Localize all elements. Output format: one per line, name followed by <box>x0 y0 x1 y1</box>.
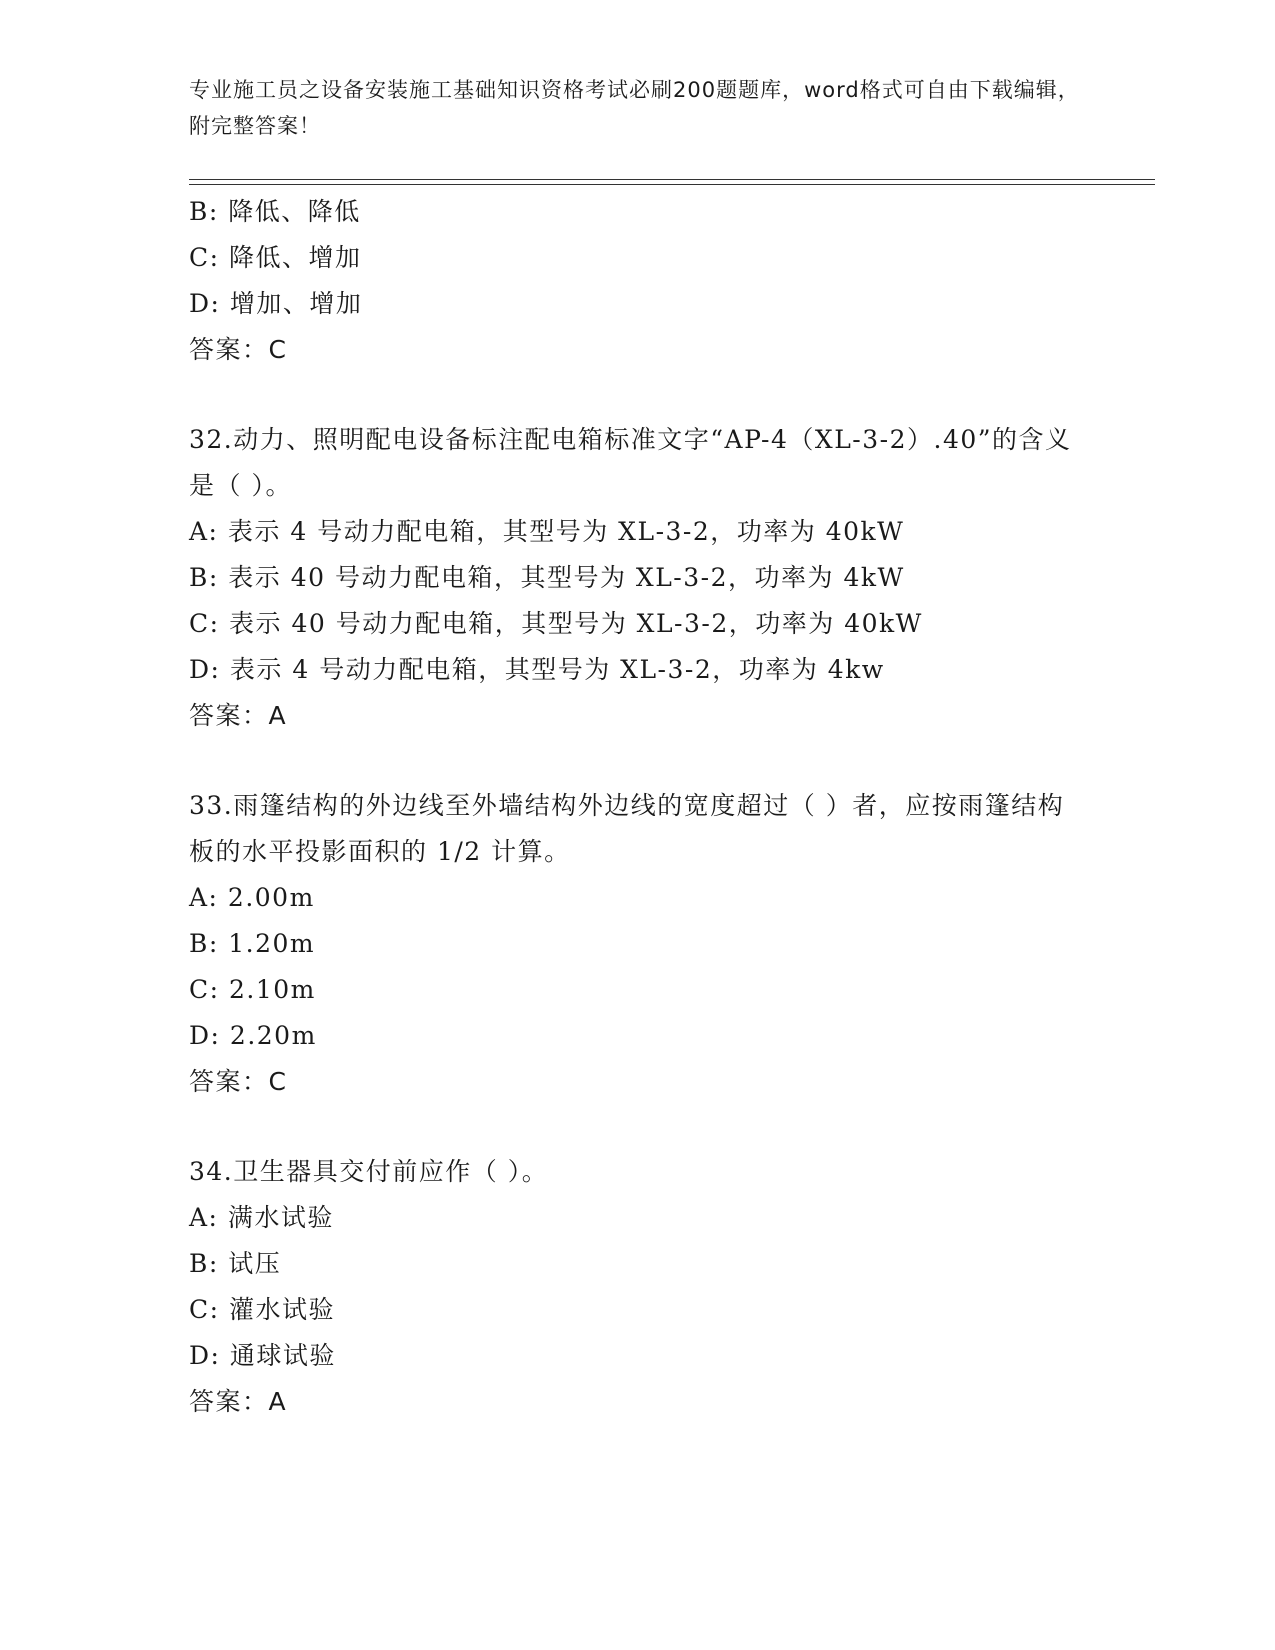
option-b: B: 表示 40 号动力配电箱，其型号为 XL-3-2，功率为 4kW <box>189 563 905 592</box>
option-b: B: 降低、降低 <box>189 197 361 226</box>
document-header: 专业施工员之设备安装施工基础知识资格考试必刷200题题库，word格式可自由下载编辑，附完整答案！ <box>189 78 1080 138</box>
question-stem: 32.动力、照明配电设备标注配电箱标准文字“AP-4（XL-3-2）.40”的含义是（ ）。 <box>189 425 1072 500</box>
option-c: C: 降低、增加 <box>189 243 362 272</box>
header-rule-top <box>189 179 1155 180</box>
question-list <box>189 189 1089 1425</box>
option-d: D: 表示 4 号动力配电箱，其型号为 XL-3-2，功率为 4kw <box>189 655 885 684</box>
answer: 答案：C <box>189 1067 288 1096</box>
option-d: D: 通球试验 <box>189 1341 336 1370</box>
question-stem: 33.雨篷结构的外边线至外墙结构外边线的宽度超过（ ）者，应按雨篷结构板的水平投影面积的 1/2 计算。 <box>189 791 1065 866</box>
spacer <box>189 1105 1089 1149</box>
question-32 <box>189 417 1089 739</box>
question-31 <box>189 189 1089 373</box>
header-rule-bottom <box>189 184 1155 185</box>
option-c: C: 2.10m <box>189 975 316 1004</box>
option-c: C: 灌水试验 <box>189 1295 335 1324</box>
option-c: C: 表示 40 号动力配电箱，其型号为 XL-3-2，功率为 40kW <box>189 609 923 638</box>
question-33 <box>189 783 1089 1105</box>
question-stem: 34.卫生器具交付前应作（ ）。 <box>189 1157 549 1186</box>
answer: 答案：C <box>189 335 288 364</box>
question-34 <box>189 1149 1089 1425</box>
option-b: B: 试压 <box>189 1249 282 1278</box>
option-a: A: 2.00m <box>189 883 315 912</box>
option-d: D: 2.20m <box>189 1021 317 1050</box>
answer: 答案：A <box>189 701 288 730</box>
option-d: D: 增加、增加 <box>189 289 363 318</box>
option-a: A: 表示 4 号动力配电箱，其型号为 XL-3-2，功率为 40kW <box>189 517 905 546</box>
option-b: B: 1.20m <box>189 929 316 958</box>
spacer <box>189 373 1089 417</box>
spacer <box>189 739 1089 783</box>
option-a: A: 满水试验 <box>189 1203 334 1232</box>
answer: 答案：A <box>189 1387 288 1416</box>
